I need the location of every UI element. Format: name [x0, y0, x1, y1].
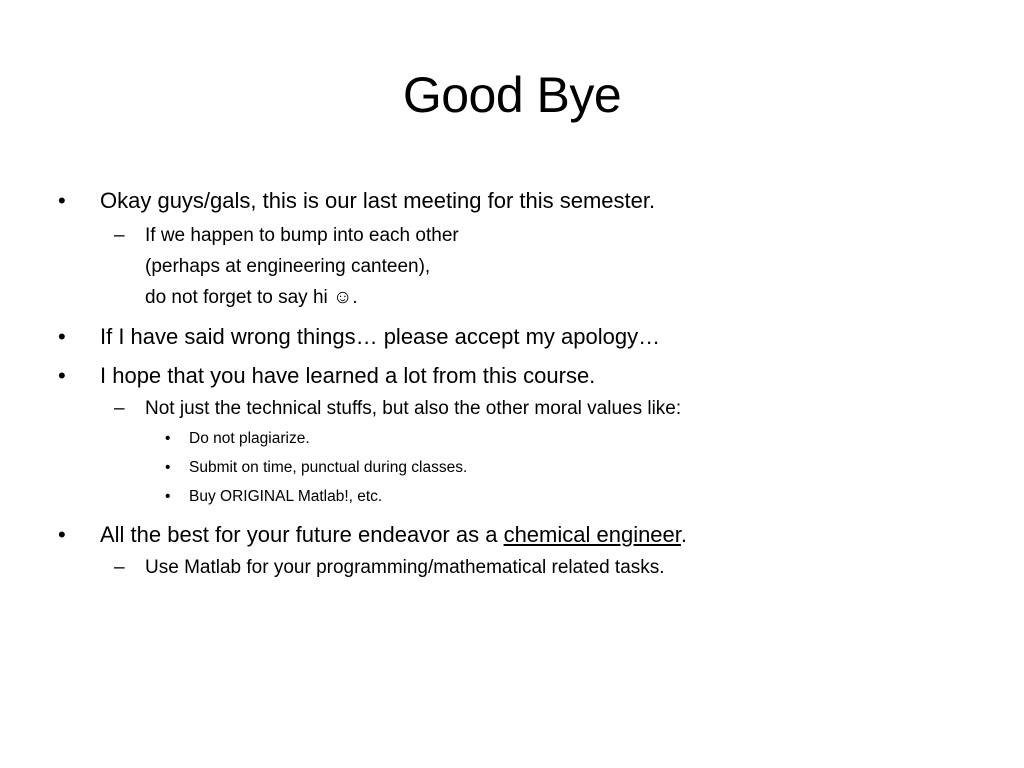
bullet-icon: • — [58, 363, 66, 388]
sub-text: Not just the technical stuffs, but also the other moral values like: — [145, 398, 682, 419]
bullet-item-last-meeting — [58, 186, 988, 216]
dash-icon: – — [114, 225, 125, 246]
bullet-icon: • — [165, 430, 171, 447]
bullet-text: I hope that you have learned a lot from this course. — [100, 363, 596, 388]
sub-sub-text: Buy ORIGINAL Matlab!, etc. — [189, 488, 383, 505]
sub-line — [145, 282, 988, 313]
bullet-icon: • — [165, 488, 171, 505]
sub-line-tail: . — [352, 287, 358, 308]
sub-line: If we happen to bump into each other — [145, 225, 459, 246]
bullet-text: All the best for your future endeavor as a — [100, 522, 504, 547]
bullet-text: If I have said wrong things… please accept my apology… — [100, 324, 661, 349]
slide-body — [58, 186, 988, 583]
sub-item-say-hi — [58, 220, 988, 313]
sub-item-moral-values — [58, 393, 988, 424]
bullet-text: Okay guys/gals, this is our last meeting for this semester. — [100, 188, 656, 213]
sub-text: Use Matlab for your programming/mathematical related tasks. — [145, 557, 665, 578]
sub-line: (perhaps at engineering canteen), — [145, 256, 431, 277]
bullet-item-apology — [58, 322, 988, 352]
bullet-icon: • — [58, 522, 66, 547]
smiley-icon: ☺ — [333, 287, 353, 308]
bullet-item-all-the-best — [58, 520, 988, 550]
sub-item-use-matlab — [58, 552, 988, 583]
bullet-icon: • — [58, 324, 66, 349]
dash-icon: – — [114, 398, 125, 419]
sub-sub-text: Do not plagiarize. — [189, 430, 310, 447]
sub-sub-item-plagiarize — [58, 424, 988, 453]
bullet-icon: • — [165, 459, 171, 476]
sub-line-text: do not forget to say hi — [145, 287, 328, 308]
slide-title: Good Bye — [402, 67, 622, 123]
sub-sub-item-original-matlab — [58, 482, 988, 511]
sub-sub-text: Submit on time, punctual during classes. — [189, 459, 468, 476]
dash-icon: – — [114, 557, 125, 578]
bullet-text-suffix: . — [680, 522, 688, 547]
chemical-engineer-link[interactable]: chemical engineer — [503, 522, 681, 547]
sub-sub-item-on-time — [58, 453, 988, 482]
bullet-icon: • — [58, 188, 66, 213]
bullet-item-learned — [58, 361, 988, 391]
